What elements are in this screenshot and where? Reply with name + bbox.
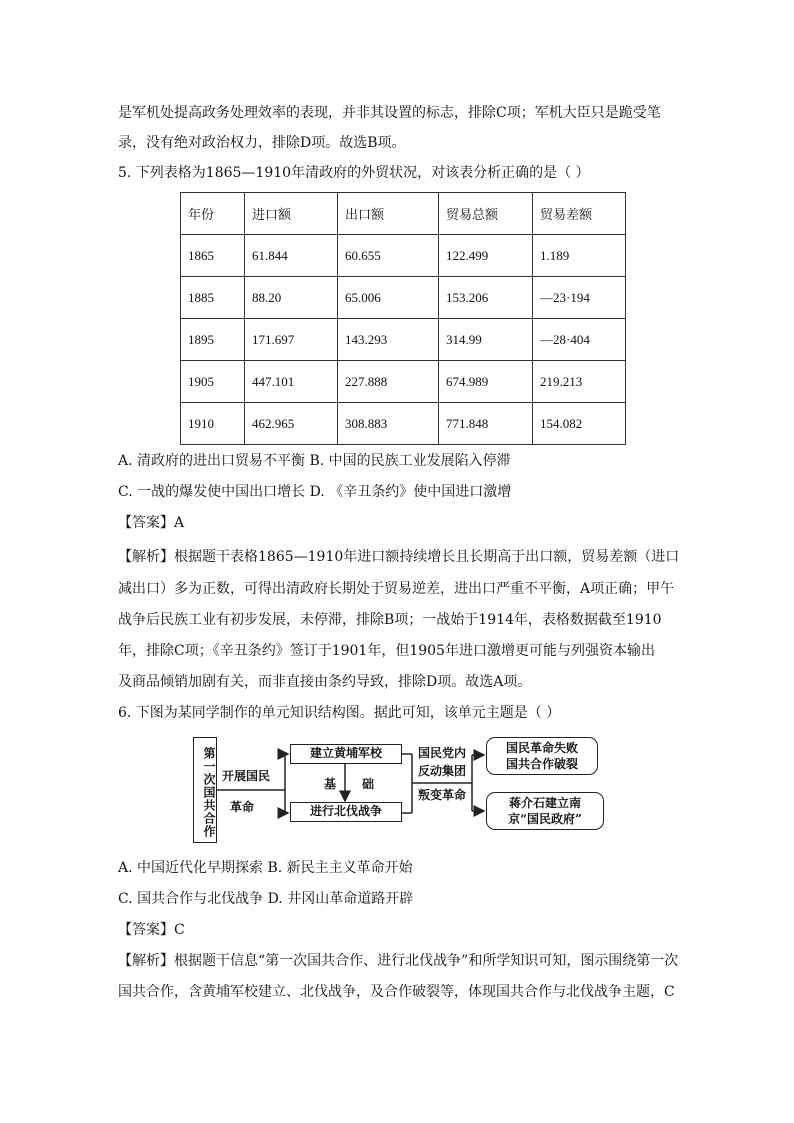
- option-line: A. 中国近代化早期探索 B. 新民主主义革命开始: [118, 860, 413, 876]
- table-cell: 88.20: [245, 277, 338, 319]
- mid-label-top-1: 国民党内: [418, 746, 467, 760]
- table-cell: 462.965: [245, 403, 338, 445]
- table-cell: —23·194: [533, 277, 626, 319]
- option-line: C. 一战的爆发使中国出口增长 D. 《辛丑条约》使中国进口激增: [118, 484, 512, 500]
- answer-line: 【答案】C: [118, 922, 185, 938]
- table-cell: 60.655: [338, 235, 439, 277]
- edge-label-top: 开展国民: [222, 769, 271, 783]
- table-cell: 1895: [181, 319, 245, 361]
- table-row: [181, 403, 626, 445]
- edge-label-bottom: 革命: [230, 800, 255, 814]
- table-header-cell: 年份: [181, 193, 245, 235]
- mid-label-bottom: 叛变革命: [418, 788, 467, 802]
- table-header-cell: 贸易差额: [533, 193, 626, 235]
- table-cell: 1910: [181, 403, 245, 445]
- table-cell: 219.213: [533, 361, 626, 403]
- table-row: [181, 235, 626, 277]
- option-line: C. 国共合作与北伐战争 D. 井冈山革命道路开辟: [118, 891, 414, 907]
- table-cell: 314.99: [439, 319, 533, 361]
- result-failure-line-2: 国共合作破裂: [505, 757, 578, 771]
- table-cell: 61.844: [245, 235, 338, 277]
- answer-line: 【答案】A: [118, 515, 185, 531]
- table-header-row: [181, 193, 626, 235]
- table-row: [181, 277, 626, 319]
- explanation-line: 减出口）多为正数，可得出清政府长期处于贸易逆差，进出口严重不平衡，A项正确；甲午: [118, 581, 675, 597]
- huangpu-box: 建立黄埔军校: [290, 744, 402, 764]
- table-row: [181, 361, 626, 403]
- table-cell: 447.101: [245, 361, 338, 403]
- table-cell: 65.006: [338, 277, 439, 319]
- knowledge-structure-diagram: [190, 735, 610, 847]
- table-cell: 154.082: [533, 403, 626, 445]
- table-cell: —28·404: [533, 319, 626, 361]
- text-line: 是军机处提高政务处理效率的表现，并非其设置的标志，排除C项；军机大臣只是跪受笔: [118, 105, 661, 121]
- table-row: [181, 319, 626, 361]
- result-box-nanjing: [486, 792, 604, 830]
- result-nanjing-line-2: 京“国民政府”: [508, 812, 582, 826]
- base-label-right: 础: [362, 777, 375, 791]
- table-cell: 1885: [181, 277, 245, 319]
- table-header-cell: 贸易总额: [439, 193, 533, 235]
- text-line: 录，没有绝对政治权力，排除D项。故选B项。: [118, 135, 406, 151]
- table-cell: 153.206: [439, 277, 533, 319]
- table-cell: 1905: [181, 361, 245, 403]
- result-failure-line-1: 国民革命失败: [505, 741, 578, 755]
- option-line: A. 清政府的进出口贸易不平衡 B. 中国的民族工业发展陷入停滞: [118, 453, 511, 469]
- beifa-box: 进行北伐战争: [290, 802, 402, 822]
- table-cell: 143.293: [338, 319, 439, 361]
- diagram-root-box: 第一次国共合作: [193, 737, 217, 843]
- question-6: 6. 下图为某同学制作的单元知识结构图。据此可知，该单元主题是（ ）: [118, 705, 561, 721]
- table-cell: 227.888: [338, 361, 439, 403]
- table-cell: 1.189: [533, 235, 626, 277]
- explanation-line: 战争后民族工业有初步发展，未停滞，排除B项；一战始于1914年，表格数据截至1910: [118, 612, 662, 628]
- table-cell: 308.883: [338, 403, 439, 445]
- trade-table: [180, 192, 626, 445]
- table-cell: 1865: [181, 235, 245, 277]
- explanation-line: 【解析】根据题干信息“第一次国共合作、进行北伐战争”和所学知识可知，图示围绕第一次: [118, 953, 679, 969]
- question-5: 5. 下列表格为1865—1910年清政府的外贸状况，对该表分析正确的是（ ）: [118, 165, 590, 181]
- table-cell: 674.989: [439, 361, 533, 403]
- table-header-cell: 出口额: [338, 193, 439, 235]
- explanation-line: 【解析】根据题干表格1865—1910年进口额持续增长且长期高于出口额，贸易差额（进口: [118, 549, 680, 565]
- mid-label-top-2: 反动集团: [418, 764, 467, 778]
- table-header-cell: 进口额: [245, 193, 338, 235]
- result-box-failure: [486, 737, 598, 775]
- explanation-line: 国共合作，含黄埔军校建立、北伐战争，及合作破裂等，体现国共合作与北伐战争主题，C: [118, 984, 675, 1000]
- base-label-left: 基: [324, 777, 337, 791]
- table-cell: 171.697: [245, 319, 338, 361]
- explanation-line: 及商品倾销加剧有关，而非直接由条约导致，排除D项。故选A项。: [118, 674, 532, 690]
- table-cell: 771.848: [439, 403, 533, 445]
- result-nanjing-line-1: 蒋介石建立南: [508, 796, 581, 810]
- explanation-line: 年，排除C项；《辛丑条约》签订于1901年，但1905年进口激增更可能与列强资本输出: [118, 643, 655, 659]
- table-cell: 122.499: [439, 235, 533, 277]
